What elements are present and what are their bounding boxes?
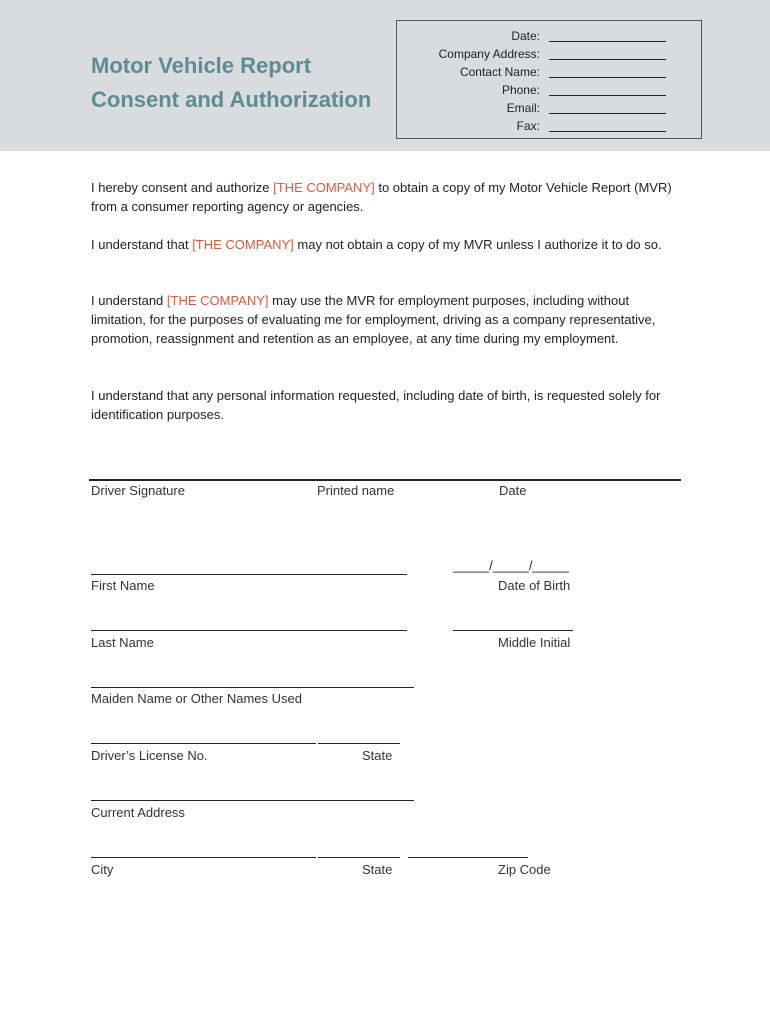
contact-field-fax[interactable] bbox=[549, 131, 666, 132]
city-field[interactable] bbox=[91, 857, 316, 858]
label-license-state: State bbox=[362, 748, 393, 763]
p2-text-a: I understand that bbox=[91, 237, 193, 252]
company-contact-box bbox=[396, 20, 702, 139]
label-zip-code: Zip Code bbox=[498, 862, 551, 877]
consent-paragraph-4: I understand that any personal information requested, including date of birth, is requested solely for identification purposes. bbox=[91, 388, 661, 422]
contact-label-company-address: Company Address: bbox=[438, 47, 540, 61]
contact-row-phone bbox=[397, 81, 697, 99]
current-address-field[interactable] bbox=[91, 800, 414, 801]
maiden-name-field[interactable] bbox=[91, 687, 414, 688]
label-printed-name: Printed name bbox=[317, 483, 395, 498]
contact-field-email[interactable] bbox=[549, 113, 666, 114]
date-of-birth-field[interactable]: _____/_____/_____ bbox=[453, 558, 569, 573]
contact-row-company-address bbox=[397, 45, 697, 63]
label-date: Date bbox=[499, 483, 527, 498]
contact-label-phone: Phone: bbox=[501, 83, 540, 97]
label-last-name: Last Name bbox=[91, 635, 154, 650]
p1-text-a: I hereby consent and authorize bbox=[91, 180, 274, 195]
license-state-field[interactable] bbox=[318, 743, 400, 744]
contact-row-fax bbox=[397, 117, 697, 135]
label-current-address: Current Address bbox=[91, 805, 185, 820]
company-placeholder: [THE COMPANY] bbox=[273, 180, 375, 195]
p1-text-b: to obtain a copy of my Motor Vehicle Report (MVR) from a consumer reporting agency or agencies. bbox=[91, 180, 672, 214]
contact-field-phone[interactable] bbox=[549, 95, 666, 96]
label-first-name: First Name bbox=[91, 578, 155, 593]
label-middle-initial: Middle Initial bbox=[498, 635, 571, 650]
company-placeholder: [THE COMPANY] bbox=[166, 293, 269, 308]
zip-code-field[interactable] bbox=[408, 857, 528, 858]
label-drivers-license: Driver’s License No. bbox=[91, 748, 208, 763]
last-name-field[interactable] bbox=[91, 630, 407, 631]
contact-label-email: Email: bbox=[506, 101, 540, 115]
label-driver-signature: Driver Signature bbox=[91, 483, 185, 498]
signature-line[interactable] bbox=[89, 479, 681, 481]
contact-field-contact-name[interactable] bbox=[549, 77, 666, 78]
consent-paragraph-2 bbox=[91, 235, 686, 254]
contact-label-date: Date: bbox=[511, 29, 540, 43]
middle-initial-field[interactable] bbox=[453, 630, 573, 631]
contact-row-date bbox=[397, 27, 697, 45]
consent-paragraph-3 bbox=[91, 291, 686, 348]
contact-label-contact-name: Contact Name: bbox=[459, 65, 540, 79]
contact-field-company-address[interactable] bbox=[549, 59, 666, 60]
label-address-state: State bbox=[362, 862, 393, 877]
contact-label-fax: Fax: bbox=[516, 119, 540, 133]
p2-text-b: may not obtain a copy of my MVR unless I authorize it to do so. bbox=[293, 237, 662, 252]
title-line-2: Consent and Authorization bbox=[91, 87, 372, 112]
label-maiden-name: Maiden Name or Other Names Used bbox=[91, 691, 302, 706]
drivers-license-field[interactable] bbox=[91, 743, 316, 744]
address-state-field[interactable] bbox=[318, 857, 400, 858]
company-placeholder: [THE COMPANY] bbox=[192, 237, 294, 252]
p3-text-a: I understand bbox=[91, 293, 167, 308]
document-title bbox=[91, 49, 371, 117]
contact-row-email bbox=[397, 99, 697, 117]
consent-paragraph-1 bbox=[91, 178, 686, 216]
title-line-1: Motor Vehicle Report bbox=[91, 53, 312, 78]
first-name-field[interactable] bbox=[91, 574, 407, 575]
contact-row-contact-name bbox=[397, 63, 697, 81]
label-date-of-birth: Date of Birth bbox=[498, 578, 571, 593]
label-city: City bbox=[91, 862, 114, 877]
contact-field-date[interactable] bbox=[549, 41, 666, 42]
p3-text-b: may use the MVR for employment purposes, including without limitation, for the purposes of evaluating me for employment, driving as a company representative, promotion, reassignment and retention as an employee, at any time during my employment. bbox=[91, 293, 656, 346]
